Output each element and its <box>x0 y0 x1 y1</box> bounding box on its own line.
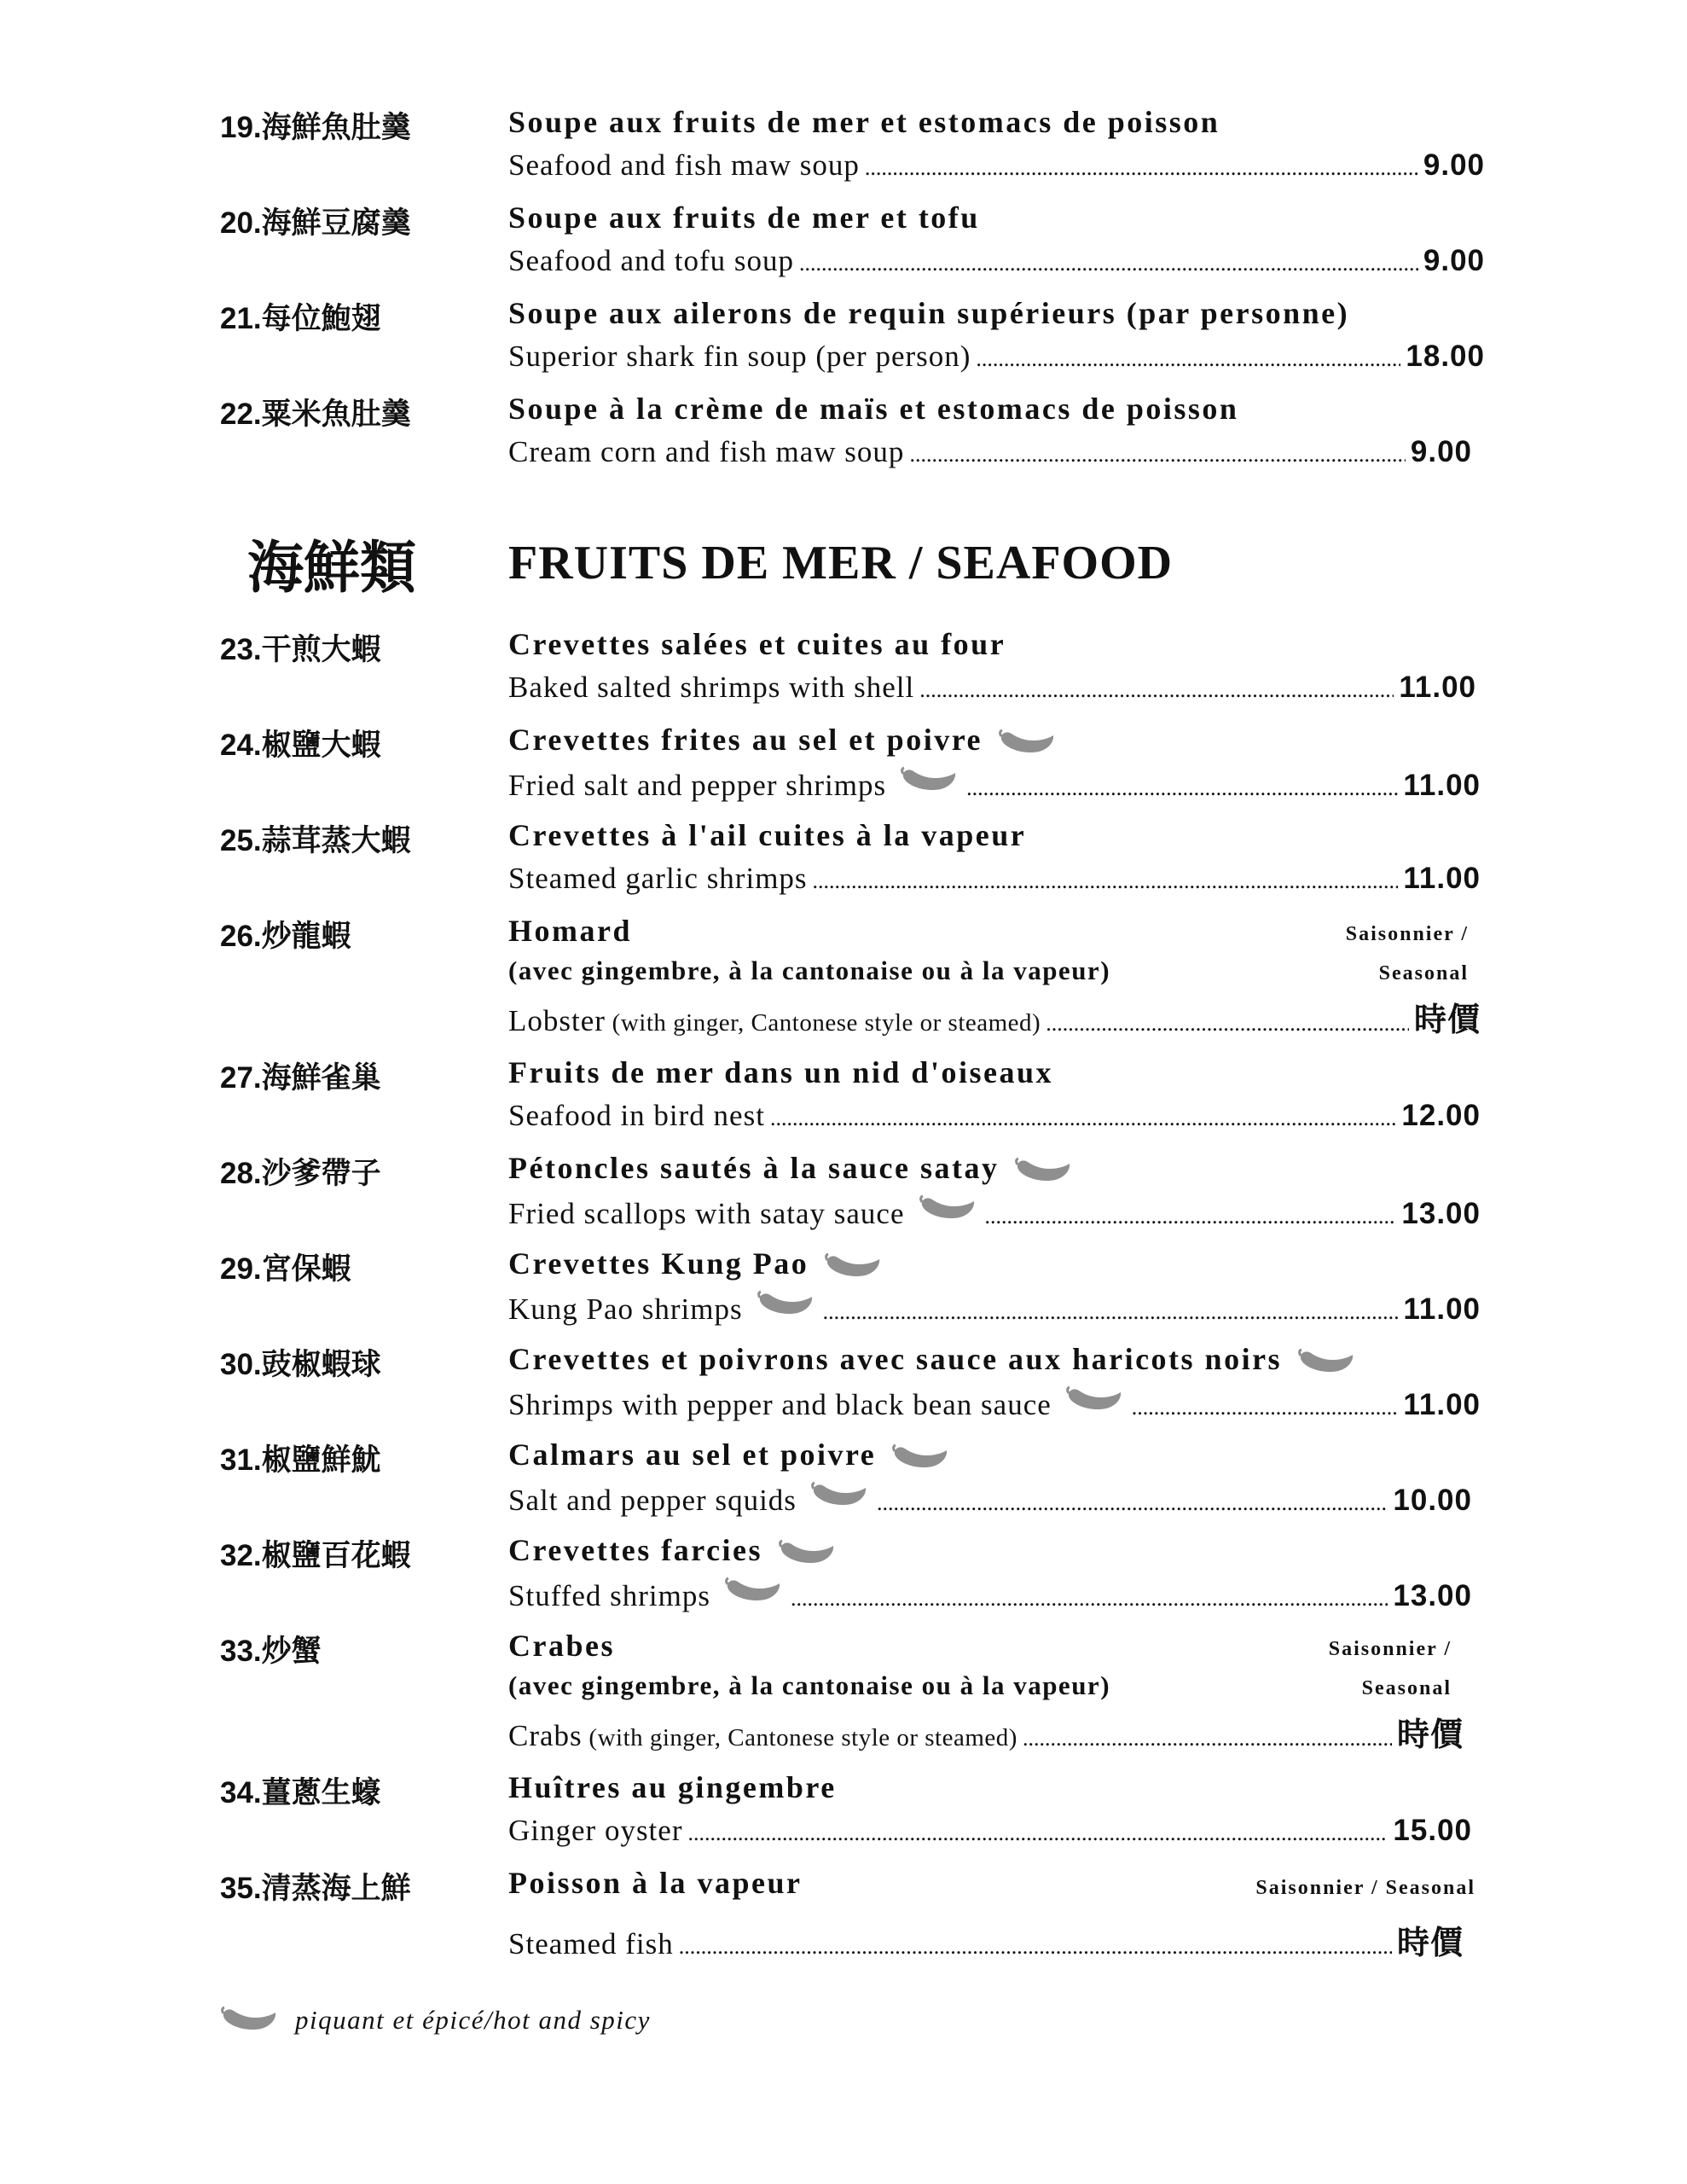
leader-dots <box>919 677 1394 703</box>
leader-dots <box>770 1106 1396 1131</box>
item-english-line <box>508 1385 1481 1422</box>
item-french: Crabes <box>508 1629 615 1663</box>
item-french: Poisson à la vapeur <box>508 1866 803 1900</box>
item-english: Shrimps with pepper and black bean sauce <box>508 1388 1052 1421</box>
chili-pepper-icon <box>810 1481 868 1510</box>
item-english: Seafood and fish maw soup <box>508 148 860 182</box>
seasonal-label: Saisonnier / <box>1345 923 1469 945</box>
item-english: Salt and pepper squids <box>508 1484 797 1517</box>
item-number-chinese: 20.海鮮豆腐羹 <box>220 206 411 240</box>
item-english: Fried scallops with satay sauce <box>508 1197 905 1230</box>
item-price: 時價 <box>1396 1924 1464 1961</box>
item-english-line <box>508 1481 1472 1518</box>
item-english-line <box>508 340 1485 374</box>
leader-dots <box>823 1299 1399 1325</box>
leader-dots <box>791 1586 1388 1612</box>
item-english: Superior shark fin soup (per person) <box>508 340 971 373</box>
item-english-line <box>508 1290 1481 1327</box>
item-price: 11.00 <box>1403 1388 1481 1421</box>
item-english-line <box>508 1194 1481 1231</box>
item-price: 15.00 <box>1393 1814 1472 1847</box>
item-english: Stuffed shrimps <box>508 1579 710 1612</box>
leader-dots <box>909 442 1405 468</box>
item-english-line <box>508 766 1481 803</box>
item-english-line <box>508 671 1476 705</box>
item-french: Crevettes frites au sel et poivre <box>508 722 1056 758</box>
item-price: 10.00 <box>1393 1484 1472 1517</box>
seasonal-label: Saisonnier / <box>1328 1638 1452 1660</box>
chili-pepper-icon <box>824 1252 882 1281</box>
item-french: Huîtres au gingembre <box>508 1770 837 1804</box>
item-price: 9.00 <box>1410 435 1472 468</box>
item-english: Steamed fish <box>508 1927 674 1960</box>
item-english-line <box>508 1814 1472 1848</box>
item-french: Soupe à la crème de maïs et estomacs de poisson <box>508 392 1239 426</box>
item-english: Fried salt and pepper shrimps <box>508 769 887 802</box>
item-price: 11.00 <box>1403 1292 1481 1326</box>
item-number-chinese: 19.海鮮魚肚羹 <box>220 111 411 144</box>
chili-pepper-icon <box>220 2006 278 2035</box>
section-title: FRUITS DE MER / SEAFOOD <box>508 537 1174 590</box>
item-english-line <box>508 1916 1464 1963</box>
chili-pepper-icon <box>900 766 958 795</box>
seasonal-label: Saisonnier / Seasonal <box>1255 1877 1475 1899</box>
item-english-line <box>508 244 1485 278</box>
item-number-chinese: 33.炒蟹 <box>220 1635 322 1668</box>
item-number-chinese: 28.沙爹帶子 <box>220 1157 381 1190</box>
item-english-line <box>508 148 1485 183</box>
item-price: 時價 <box>1396 1716 1464 1753</box>
item-french: Soupe aux fruits de mer et tofu <box>508 200 980 235</box>
item-english-line <box>508 1577 1472 1613</box>
item-english: Baked salted shrimps with shell <box>508 671 915 704</box>
item-english-line <box>508 1708 1464 1755</box>
leader-dots <box>966 775 1398 801</box>
item-number-chinese: 25.蒜茸蒸大蝦 <box>220 824 411 857</box>
item-price: 11.00 <box>1403 769 1481 802</box>
chili-pepper-icon <box>757 1290 815 1319</box>
item-price: 9.00 <box>1423 244 1485 277</box>
chili-pepper-icon <box>891 1443 949 1472</box>
item-price: 11.00 <box>1399 671 1476 704</box>
item-french: Soupe aux fruits de mer et estomacs de poisson <box>508 105 1220 139</box>
item-english: Cream corn and fish maw soup <box>508 435 905 468</box>
item-english: Seafood and tofu soup <box>508 244 794 277</box>
leader-dots <box>1046 1011 1409 1037</box>
seasonal-label: Seasonal <box>1361 1677 1452 1699</box>
item-number-chinese: 26.炒龍蝦 <box>220 920 351 953</box>
item-number-chinese: 32.椒鹽百花蝦 <box>220 1539 411 1572</box>
item-french: Crevettes à l'ail cuites à la vapeur <box>508 818 1027 852</box>
item-number-chinese: 23.干煎大蝦 <box>220 633 381 666</box>
leader-dots <box>985 1204 1397 1229</box>
item-french: Crevettes et poivrons avec sauce aux haricots noirs <box>508 1341 1355 1377</box>
leader-dots <box>813 868 1399 894</box>
item-number-chinese: 35.清蒸海上鮮 <box>220 1872 411 1905</box>
chili-pepper-icon <box>998 729 1056 758</box>
leader-dots <box>1132 1395 1399 1420</box>
item-english-line <box>508 993 1481 1040</box>
item-french: Pétoncles sautés à la sauce satay <box>508 1150 1072 1186</box>
item-price: 12.00 <box>1401 1099 1481 1132</box>
item-french: Crevettes farcies <box>508 1532 836 1568</box>
item-english: Lobster (with ginger, Cantonese style or steamed) <box>508 1004 1041 1037</box>
item-number-chinese: 30.豉椒蝦球 <box>220 1348 381 1381</box>
legend-text: piquant et épicé/hot and spicy <box>295 2005 651 2035</box>
item-number-chinese: 21.每位鮑翅 <box>220 302 381 335</box>
item-english: Crabs (with ginger, Cantonese style or steamed) <box>508 1719 1017 1752</box>
item-price: 13.00 <box>1401 1197 1481 1230</box>
item-french: Crevettes Kung Pao <box>508 1246 882 1281</box>
item-price: 時價 <box>1413 1001 1481 1038</box>
item-price: 13.00 <box>1393 1579 1472 1612</box>
chili-pepper-icon <box>724 1577 782 1606</box>
item-english-line <box>508 1099 1481 1133</box>
item-french: Crevettes salées et cuites au four <box>508 627 1006 661</box>
chili-pepper-icon <box>1297 1348 1355 1377</box>
item-english-line <box>508 862 1481 896</box>
leader-dots <box>679 1934 1392 1960</box>
chili-pepper-icon <box>919 1194 977 1223</box>
item-french: Fruits de mer dans un nid d'oiseaux <box>508 1055 1053 1089</box>
item-french-detail: (avec gingembre, à la cantonaise ou à la vapeur) <box>508 956 1111 985</box>
item-french: Calmars au sel et poivre <box>508 1437 949 1472</box>
spicy-legend <box>220 2005 651 2036</box>
item-english: Seafood in bird nest <box>508 1099 765 1132</box>
leader-dots <box>687 1821 1388 1846</box>
chili-pepper-icon <box>1014 1157 1072 1186</box>
item-french: Homard <box>508 914 632 948</box>
item-english: Kung Pao shrimps <box>508 1292 743 1326</box>
chili-pepper-icon <box>778 1539 836 1568</box>
item-price: 18.00 <box>1406 340 1485 373</box>
item-number-chinese: 22.粟米魚肚羹 <box>220 398 411 431</box>
item-number-chinese: 27.海鮮雀巢 <box>220 1061 381 1095</box>
item-number-chinese: 29.宮保蝦 <box>220 1252 351 1286</box>
item-english: Ginger oyster <box>508 1814 683 1847</box>
item-french: Soupe aux ailerons de requin supérieurs (par personne) <box>508 296 1350 330</box>
section-title-chinese: 海鮮類 <box>247 534 416 601</box>
item-number-chinese: 34.薑蔥生蠔 <box>220 1776 381 1809</box>
leader-dots <box>865 155 1418 181</box>
item-english-line <box>508 435 1472 469</box>
item-english: Steamed garlic shrimps <box>508 862 808 895</box>
chili-pepper-icon <box>1065 1385 1123 1414</box>
seasonal-label: Seasonal <box>1378 962 1469 985</box>
leader-dots <box>1023 1726 1392 1751</box>
leader-dots <box>799 251 1418 276</box>
item-number-chinese: 24.椒鹽大蝦 <box>220 729 381 762</box>
item-price: 9.00 <box>1423 148 1485 182</box>
item-french-detail: (avec gingembre, à la cantonaise ou à la vapeur) <box>508 1670 1111 1700</box>
item-number-chinese: 31.椒鹽鮮魷 <box>220 1443 381 1477</box>
leader-dots <box>877 1490 1388 1516</box>
item-price: 11.00 <box>1403 862 1481 895</box>
leader-dots <box>976 346 1400 372</box>
